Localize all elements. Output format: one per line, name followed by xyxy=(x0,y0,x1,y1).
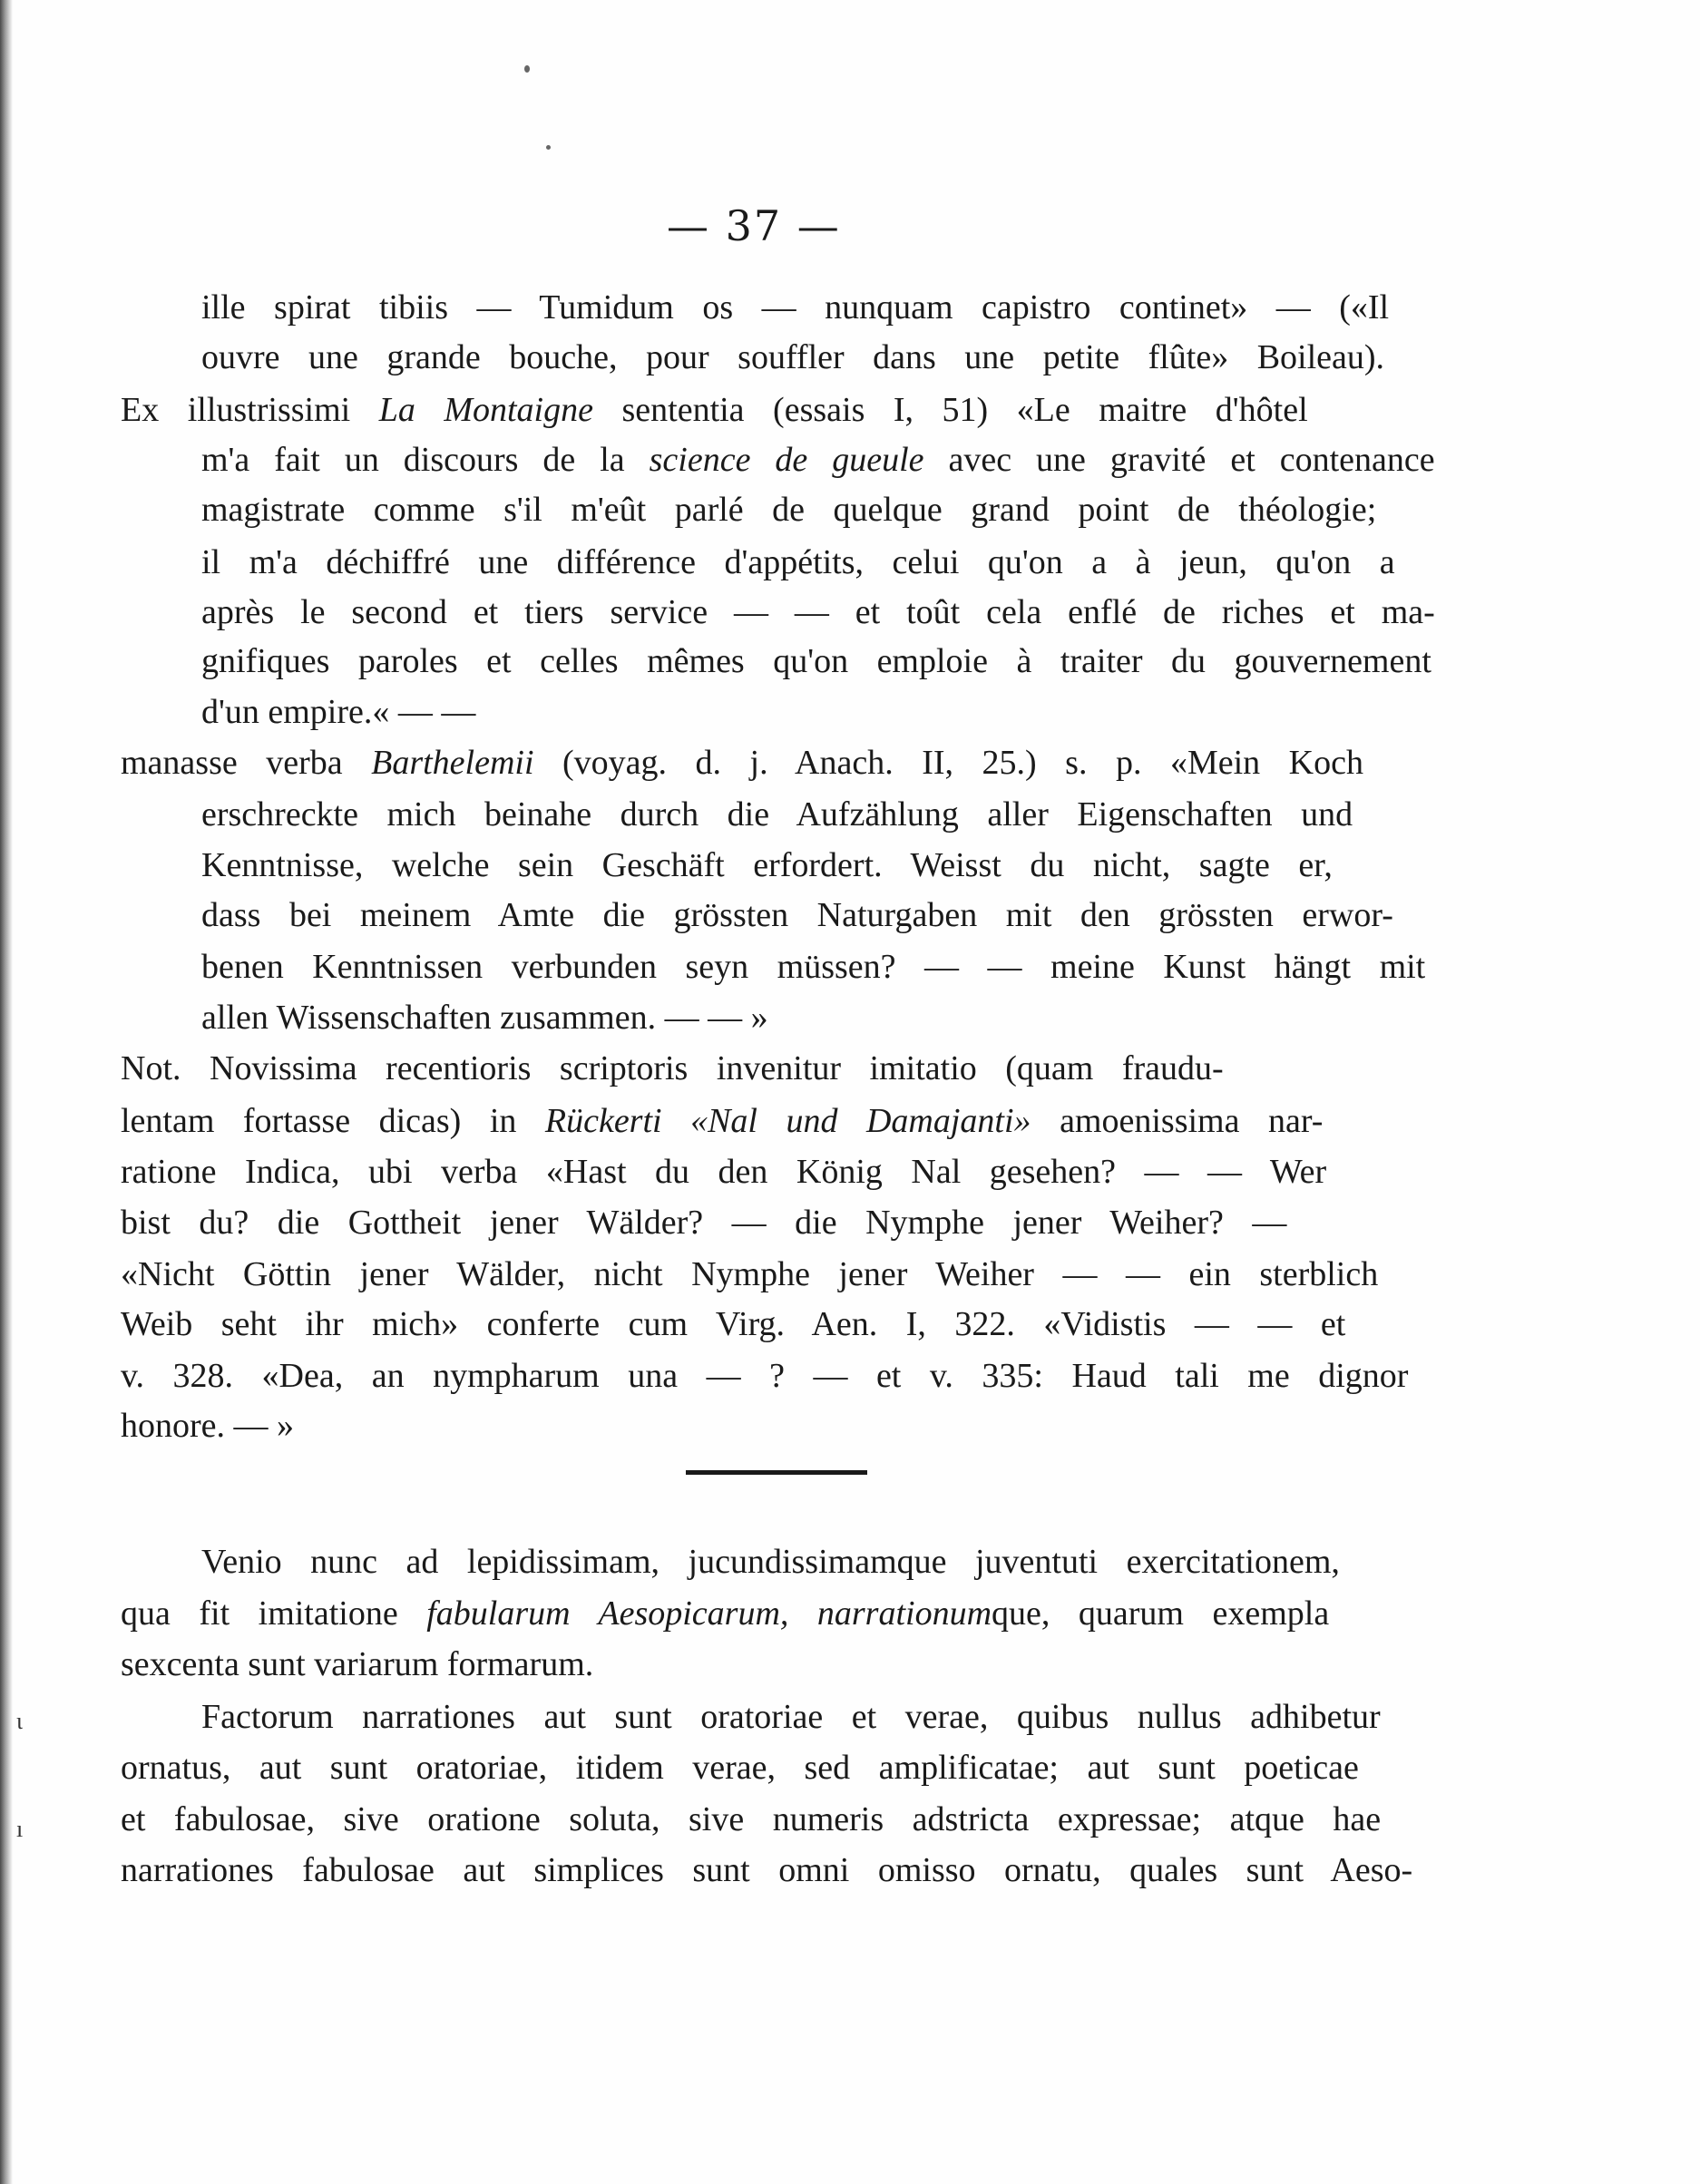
text-line: ille spirat tibiis — Tumidum os — nunquam capistro continet» — («Il xyxy=(201,288,1390,327)
text-line: après le second et tiers service — — et toût cela enflé de riches et ma- xyxy=(201,593,1435,631)
text-line: narrationes fabulosae aut simplices sunt omni omisso ornatu, quales sunt Aeso- xyxy=(121,1851,1413,1889)
text-line: m'a fait un discours de la science de gueule avec une gravité et contenance xyxy=(201,441,1435,479)
text-line: manasse verba Barthelemii (voyag. d. j. Anach. II, 25.) s. p. «Mein Koch xyxy=(121,744,1363,782)
text-line: magistrate comme s'il m'eût parlé de quelque grand point de théologie; xyxy=(201,491,1377,529)
text-line: ouvre une grande bouche, pour souffler dans une petite flûte» Boileau). xyxy=(201,338,1385,376)
text-line: Not. Novissima recentioris scriptoris invenitur imitatio (quam fraudu- xyxy=(121,1049,1224,1087)
margin-mark: ı xyxy=(16,1816,24,1842)
text-line: honore. — » xyxy=(121,1407,295,1445)
text-line: et fabulosae, sive oratione soluta, sive numeris adstricta expressae; atque hae xyxy=(121,1800,1382,1838)
section-rule xyxy=(686,1470,867,1475)
text-line: bist du? die Gottheit jener Wälder? — die Nymphe jener Weiher? — xyxy=(121,1204,1287,1242)
text-line: qua fit imitatione fabularum Aesopicarum, narrationumque, quarum exempla xyxy=(121,1594,1330,1633)
text-line: ornatus, aut sunt oratoriae, itidem verae, sed amplificatae; aut sunt poeticae xyxy=(121,1749,1359,1787)
text-line: dass bei meinem Amte die grössten Naturgaben mit den grössten erwor- xyxy=(201,896,1393,934)
text-line: allen Wissenschaften zusammen. — — » xyxy=(201,999,768,1037)
text-line: gnifiques paroles et celles mêmes qu'on emploie à traiter du gouvernement xyxy=(201,642,1431,680)
margin-mark: ɩ xyxy=(16,1708,23,1734)
text-line: «Nicht Göttin jener Wälder, nicht Nymphe jener Weiher — — ein sterblich xyxy=(121,1255,1379,1293)
text-line: benen Kenntnissen verbunden seyn müssen? — — meine Kunst hängt mit xyxy=(201,948,1426,986)
ink-speck xyxy=(546,145,551,150)
text-line: Kenntnisse, welche sein Geschäft erfordert. Weisst du nicht, sagte er, xyxy=(201,846,1333,884)
ink-speck xyxy=(524,65,530,73)
text-line: Factorum narrationes aut sunt oratoriae et verae, quibus nullus adhibetur xyxy=(201,1698,1381,1736)
text-line: Ex illustrissimi La Montaigne sententia (essais I, 51) «Le maitre d'hôtel xyxy=(121,391,1308,429)
page-edge-shadow xyxy=(0,0,13,2184)
page-number: — 37 — xyxy=(667,201,841,250)
text-line: d'un empire.« — — xyxy=(201,693,476,731)
text-line: il m'a déchiffré une différence d'appétits, celui qu'on a à jeun, qu'on a xyxy=(201,543,1395,581)
text-line: Venio nunc ad lepidissimam, jucundissimamque juventuti exercitationem, xyxy=(201,1543,1340,1581)
text-line: v. 328. «Dea, an nympharum una — ? — et v. 335: Haud tali me dignor xyxy=(121,1357,1409,1395)
text-line: ratione Indica, ubi verba «Hast du den König Nal gesehen? — — Wer xyxy=(121,1153,1327,1191)
text-line: sexcenta sunt variarum formarum. xyxy=(121,1645,594,1683)
text-line: erschreckte mich beinahe durch die Aufzählung aller Eigenschaften und xyxy=(201,795,1353,834)
text-line: lentam fortasse dicas) in Rückerti «Nal und Damajanti» amoenissima nar- xyxy=(121,1102,1324,1140)
text-line: Weib seht ihr mich» conferte cum Virg. Aen. I, 322. «Vidistis — — et xyxy=(121,1305,1346,1343)
